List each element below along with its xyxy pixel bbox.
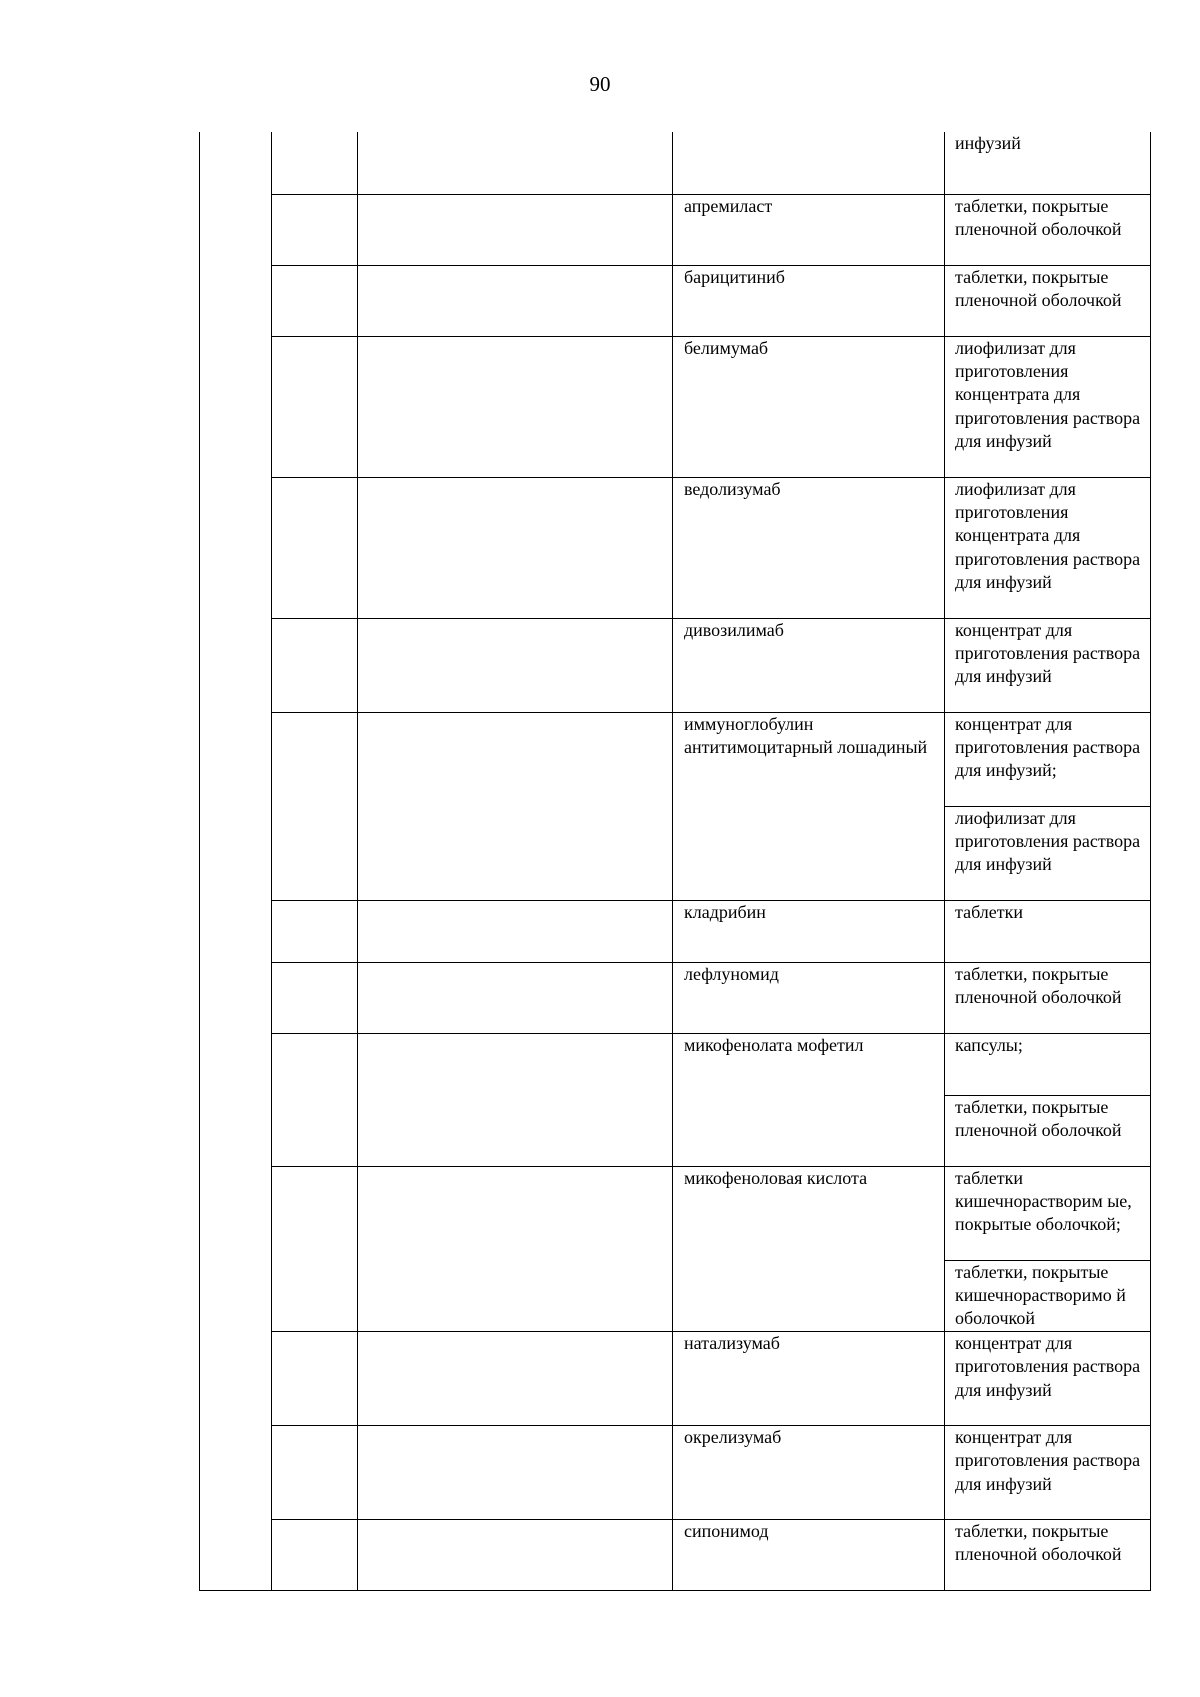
- dosage-form-cell: таблетки кишечнорастворим ые, покрытые оболочкой;: [945, 1166, 1151, 1260]
- dosage-form-cell: концентрат для приготовления раствора для инфузий: [945, 618, 1151, 712]
- atc-group-cell: [358, 1519, 673, 1590]
- drug-name-cell: иммуноглобулин антитимоцитарный лошадиный: [673, 712, 945, 900]
- table-row: [200, 1425, 1151, 1519]
- atc-code-cell: [272, 962, 358, 1033]
- atc-code-cell: [272, 712, 358, 900]
- table-row: [200, 265, 1151, 336]
- atc-group-cell: [358, 1166, 673, 1331]
- drug-name-cell: кладрибин: [673, 900, 945, 962]
- drug-name-cell: лефлуномид: [673, 962, 945, 1033]
- atc-group-cell: [358, 618, 673, 712]
- page-number: 90: [589, 72, 611, 96]
- atc-group-cell: [358, 712, 673, 900]
- table-row: [200, 962, 1151, 1033]
- dosage-form-cell: лиофилизат для приготовления концентрата для приготовления раствора для инфузий: [945, 477, 1151, 618]
- atc-group-cell: [358, 1033, 673, 1166]
- table-row: [200, 477, 1151, 618]
- drug-table: [199, 132, 1151, 1591]
- atc-code-cell: [272, 1519, 358, 1590]
- dosage-form-cell: лиофилизат для приготовления раствора для инфузий: [945, 806, 1151, 900]
- drug-name-cell: ведолизумаб: [673, 477, 945, 618]
- dosage-form-cell: концентрат для приготовления раствора для инфузий;: [945, 712, 1151, 806]
- atc-group-cell: [358, 962, 673, 1033]
- atc-code-cell: [272, 1033, 358, 1166]
- atc-code-cell: [272, 1166, 358, 1331]
- atc-group-cell: [358, 336, 673, 477]
- atc-code-cell: [272, 1331, 358, 1425]
- table-row: [200, 336, 1151, 477]
- table-row: [200, 1331, 1151, 1425]
- dosage-form-cell: таблетки, покрытые пленочной оболочкой: [945, 962, 1151, 1033]
- atc-group-cell: [358, 265, 673, 336]
- atc-code-cell: [272, 194, 358, 265]
- dosage-form-cell: таблетки: [945, 900, 1151, 962]
- group-code-cell: [200, 132, 272, 1590]
- atc-code-cell: [272, 477, 358, 618]
- table-row: [200, 618, 1151, 712]
- atc-code-cell: [272, 1425, 358, 1519]
- dosage-form-cell: капсулы;: [945, 1033, 1151, 1095]
- table-row: [200, 1166, 1151, 1260]
- atc-code-cell: [272, 132, 358, 194]
- table-row: [200, 900, 1151, 962]
- table-row: [200, 1033, 1151, 1095]
- atc-group-cell: [358, 477, 673, 618]
- drug-name-cell: дивозилимаб: [673, 618, 945, 712]
- atc-code-cell: [272, 265, 358, 336]
- dosage-form-cell: инфузий: [945, 132, 1151, 194]
- dosage-form-cell: таблетки, покрытые пленочной оболочкой: [945, 1095, 1151, 1166]
- drug-table-body: [200, 132, 1151, 1590]
- atc-code-cell: [272, 336, 358, 477]
- atc-group-cell: [358, 1425, 673, 1519]
- table-row: [200, 712, 1151, 806]
- drug-name-cell: апремиласт: [673, 194, 945, 265]
- table-row: [200, 194, 1151, 265]
- drug-name-cell: натализумаб: [673, 1331, 945, 1425]
- atc-code-cell: [272, 900, 358, 962]
- drug-name-cell: микофенолата мофетил: [673, 1033, 945, 1166]
- drug-table-wrapper: [199, 132, 1150, 1591]
- drug-name-cell: микофеноловая кислота: [673, 1166, 945, 1331]
- atc-group-cell: [358, 900, 673, 962]
- dosage-form-cell: концентрат для приготовления раствора для инфузий: [945, 1425, 1151, 1519]
- atc-group-cell: [358, 1331, 673, 1425]
- drug-name-cell: окрелизумаб: [673, 1425, 945, 1519]
- table-row: [200, 1519, 1151, 1590]
- dosage-form-cell: таблетки, покрытые пленочной оболочкой: [945, 265, 1151, 336]
- dosage-form-cell: таблетки, покрытые пленочной оболочкой: [945, 194, 1151, 265]
- drug-name-cell: [673, 132, 945, 194]
- dosage-form-cell: таблетки, покрытые пленочной оболочкой: [945, 1519, 1151, 1590]
- dosage-form-cell: таблетки, покрытые кишечнорастворимо й оболочкой: [945, 1260, 1151, 1331]
- atc-code-cell: [272, 618, 358, 712]
- drug-name-cell: сипонимод: [673, 1519, 945, 1590]
- atc-group-cell: [358, 194, 673, 265]
- table-row: [200, 132, 1151, 194]
- drug-name-cell: барицитиниб: [673, 265, 945, 336]
- atc-group-cell: [358, 132, 673, 194]
- drug-name-cell: белимумаб: [673, 336, 945, 477]
- dosage-form-cell: лиофилизат для приготовления концентрата для приготовления раствора для инфузий: [945, 336, 1151, 477]
- dosage-form-cell: концентрат для приготовления раствора для инфузий: [945, 1331, 1151, 1425]
